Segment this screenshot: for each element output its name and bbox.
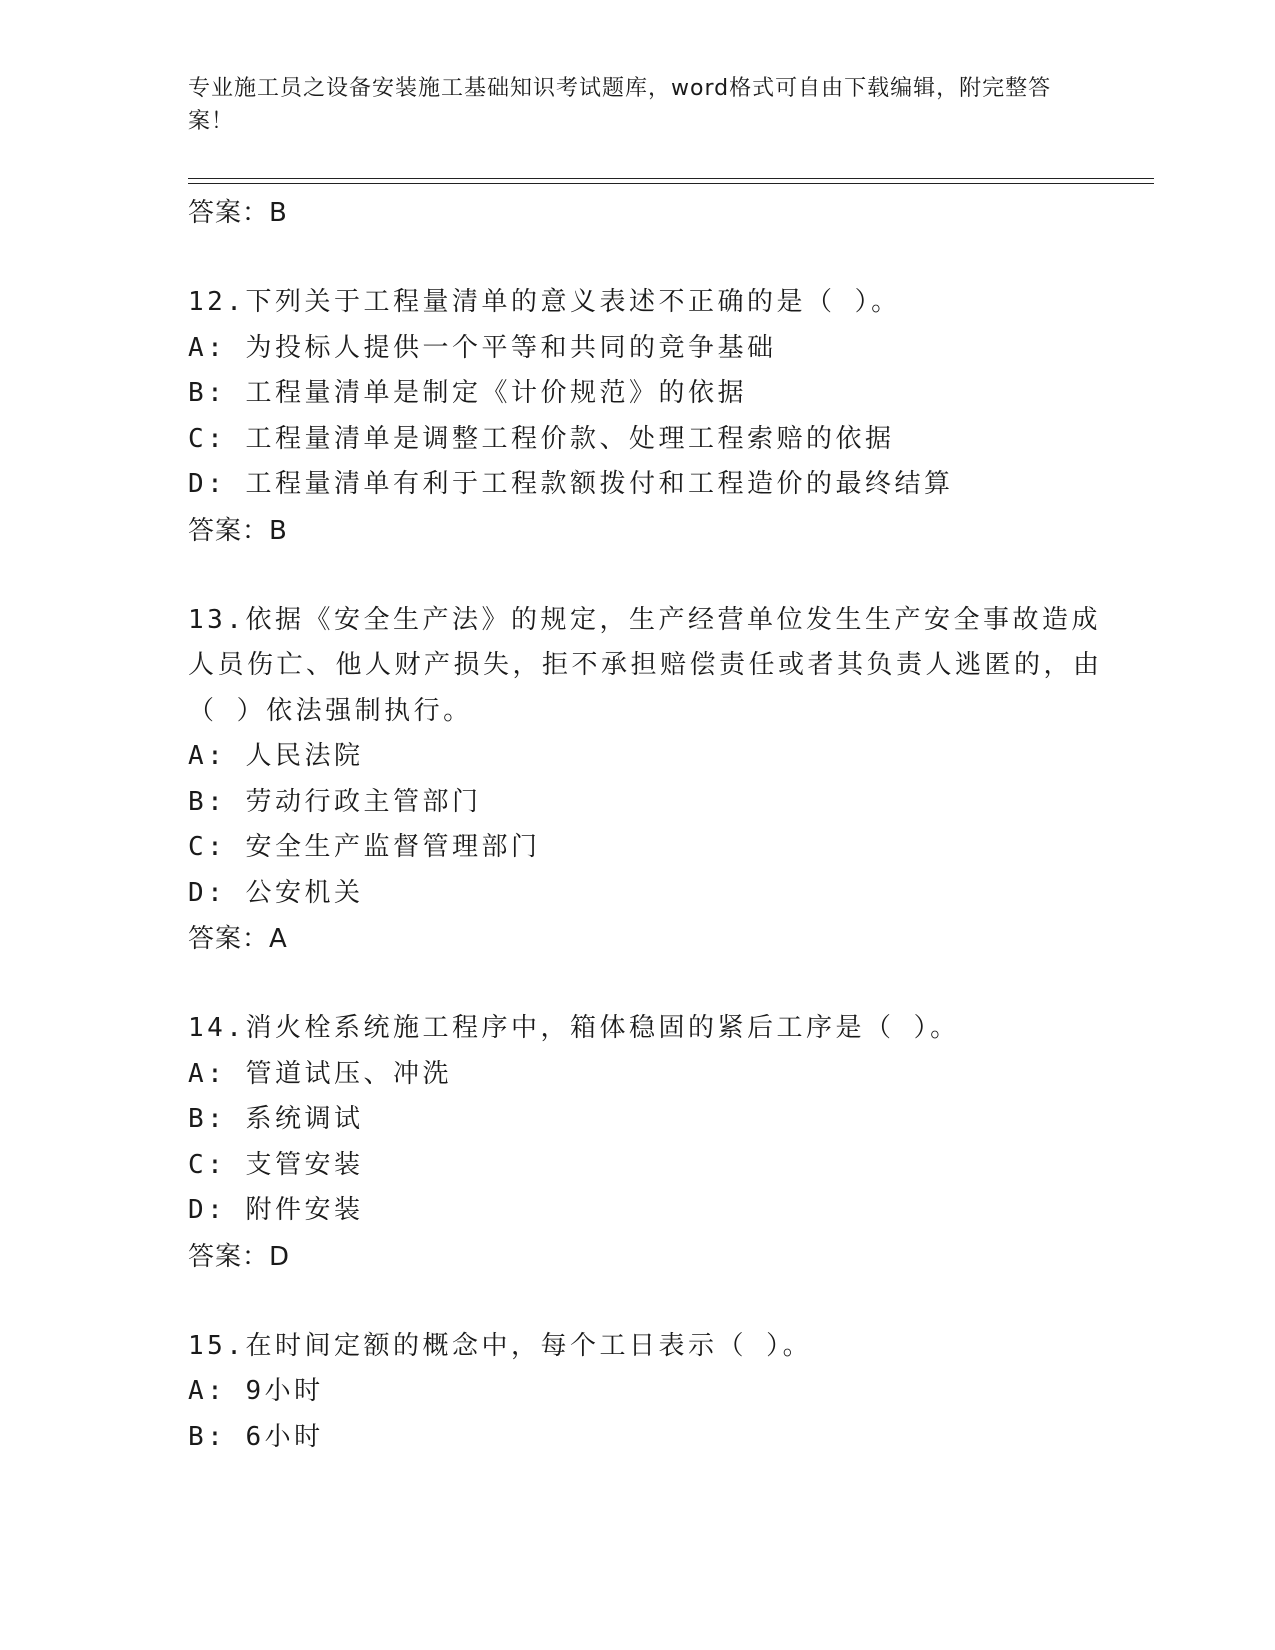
answer-line xyxy=(188,190,1128,236)
answer-line xyxy=(188,508,1128,554)
option-b: B: 劳动行政主管部门 xyxy=(188,786,482,817)
answer-line xyxy=(188,916,1128,962)
question-stem: 15.在时间定额的概念中，每个工日表示（ ）。 xyxy=(188,1330,813,1361)
answer-value: D xyxy=(269,1241,291,1272)
option-b: B: 6小时 xyxy=(188,1421,324,1452)
document-body xyxy=(188,190,1128,1460)
question-block xyxy=(188,598,1128,963)
option-c: C: 工程量清单是调整工程价款、处理工程索赔的依据 xyxy=(188,423,895,454)
option-c: C: 安全生产监督管理部门 xyxy=(188,832,541,862)
header-divider xyxy=(188,178,1154,179)
option-d: D: 工程量清单有利于工程款额拨付和工程造价的最终结算 xyxy=(188,469,954,499)
answer-line xyxy=(188,1234,1128,1280)
answer-value: A xyxy=(269,924,288,954)
option-b: B: 系统调试 xyxy=(188,1104,364,1134)
option-d: D: 公安机关 xyxy=(188,877,364,908)
option-c: C: 支管安装 xyxy=(188,1149,364,1180)
answer-value: B xyxy=(269,515,288,546)
question-block xyxy=(188,280,1128,554)
option-a: A: 9小时 xyxy=(188,1376,324,1406)
option-a: A: 为投标人提供一个平等和共同的竞争基础 xyxy=(188,332,777,363)
option-a: A: 管道试压、冲洗 xyxy=(188,1058,452,1089)
answer-prefix: 答案： xyxy=(188,1241,270,1272)
question-stem: 14.消火栓系统施工程序中，箱体稳固的紧后工序是（ ）。 xyxy=(188,1013,960,1043)
answer-prefix: 答案： xyxy=(188,924,270,954)
option-d: D: 附件安装 xyxy=(188,1195,364,1225)
question-block xyxy=(188,1324,1128,1461)
question-stem: 12.下列关于工程量清单的意义表述不正确的是（ ）。 xyxy=(188,287,901,317)
header-divider-secondary xyxy=(188,183,1154,184)
answer-value: B xyxy=(269,198,288,228)
document-header: 专业施工员之设备安装施工基础知识考试题库，word格式可自由下载编辑，附完整答案！ xyxy=(188,76,1052,134)
option-a: A: 人民法院 xyxy=(188,741,364,771)
option-b: B: 工程量清单是制定《计价规范》的依据 xyxy=(188,378,747,408)
answer-prefix: 答案： xyxy=(188,198,270,228)
question-stem: 13.依据《安全生产法》的规定，生产经营单位发生生产安全事故造成人员伤亡、他人财产损失，拒不承担赔偿责任或者其负责人逃匿的，由（ ）依法强制执行。 xyxy=(188,604,1103,726)
question-block xyxy=(188,1006,1128,1280)
answer-prefix: 答案： xyxy=(188,515,270,546)
